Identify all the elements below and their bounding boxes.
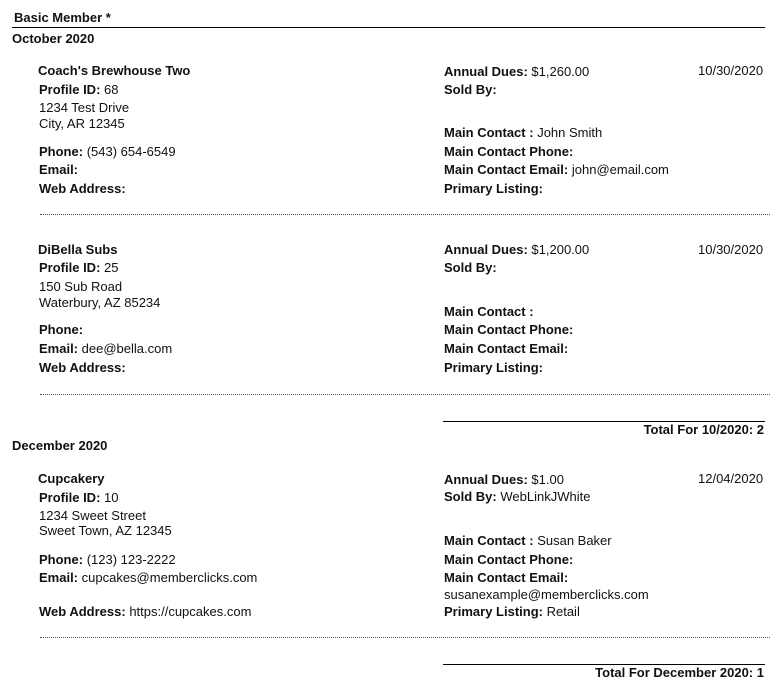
total-value: 2 — [756, 422, 764, 437]
phone-label: Phone: — [39, 322, 84, 337]
report-title: Basic Member * — [14, 10, 111, 25]
email-line — [39, 341, 172, 357]
primary-listing-line — [444, 604, 580, 620]
main-contact-phone-label: Main Contact Phone: — [444, 552, 574, 567]
main-contact-line — [444, 304, 534, 320]
annual-dues-line — [444, 242, 589, 258]
member-name: Cupcakery — [38, 471, 105, 486]
main-contact-phone-label: Main Contact Phone: — [444, 144, 574, 159]
primary-listing-label: Primary Listing: — [444, 181, 543, 196]
main-contact-email-value: john@email.com — [571, 162, 669, 177]
email-label: Email: — [39, 570, 79, 585]
email-line — [39, 162, 78, 178]
sold-by-label: Sold By: — [444, 489, 497, 504]
member-name: Coach's Brewhouse Two — [38, 63, 191, 78]
main-contact-value: John Smith — [537, 125, 603, 140]
phone-line — [39, 322, 83, 338]
main-contact-email-label: Main Contact Email: — [444, 341, 569, 356]
total-label: Total For December 2020: — [595, 665, 754, 680]
email-label: Email: — [39, 341, 79, 356]
main-contact-email-label: Main Contact Email: — [444, 570, 569, 585]
profile-id-line — [39, 490, 119, 506]
annual-dues-line — [444, 472, 564, 488]
main-contact-phone-label: Main Contact Phone: — [444, 322, 574, 337]
record-divider — [40, 637, 770, 638]
primary-listing-label: Primary Listing: — [444, 360, 543, 375]
main-contact-phone-line — [444, 552, 573, 568]
annual-dues-label: Annual Dues: — [444, 242, 528, 257]
web-label: Web Address: — [39, 604, 126, 619]
phone-label: Phone: — [39, 144, 84, 159]
member-name: DiBella Subs — [38, 242, 118, 257]
profile-id-label: Profile ID: — [39, 490, 101, 505]
section-total-december — [595, 665, 764, 681]
profile-id-value: 10 — [104, 490, 119, 505]
sold-by-label: Sold By: — [444, 260, 497, 275]
email-line — [39, 570, 257, 586]
sold-by-line — [444, 489, 590, 505]
address-line-1: 150 Sub Road — [39, 279, 123, 294]
record-divider — [40, 394, 770, 395]
phone-value: (543) 654-6549 — [86, 144, 176, 159]
main-contact-email-line — [444, 341, 568, 357]
profile-id-label: Profile ID: — [39, 82, 101, 97]
main-contact-email-line — [444, 162, 669, 178]
section-total-october — [644, 422, 764, 438]
address-line-2: Waterbury, AZ 85234 — [39, 295, 161, 310]
main-contact-email-label: Main Contact Email: — [444, 162, 569, 177]
join-date: 10/30/2020 — [698, 242, 764, 257]
total-value: 1 — [756, 665, 764, 680]
main-contact-line — [444, 125, 602, 141]
annual-dues-label: Annual Dues: — [444, 64, 528, 79]
profile-id-line — [39, 82, 119, 98]
header-rule — [12, 27, 765, 28]
primary-listing-line — [444, 181, 543, 197]
web-label: Web Address: — [39, 181, 126, 196]
month-heading-october: October 2020 — [12, 31, 95, 46]
main-contact-label: Main Contact : — [444, 533, 534, 548]
total-label: Total For 10/2020: — [643, 422, 754, 437]
address-line-1: 1234 Test Drive — [39, 100, 130, 115]
phone-line — [39, 552, 176, 568]
profile-id-value: 25 — [104, 260, 119, 275]
primary-listing-value: Retail — [546, 604, 580, 619]
annual-dues-value: $1,200.00 — [531, 242, 590, 257]
main-contact-label: Main Contact : — [444, 125, 534, 140]
email-value: cupcakes@memberclicks.com — [81, 570, 258, 585]
join-date: 10/30/2020 — [698, 63, 764, 78]
address-line-2: Sweet Town, AZ 12345 — [39, 523, 172, 538]
email-value: dee@bella.com — [81, 341, 173, 356]
address-line-2: City, AR 12345 — [39, 116, 125, 131]
web-line — [39, 604, 251, 620]
sold-by-label: Sold By: — [444, 82, 497, 97]
web-label: Web Address: — [39, 360, 126, 375]
primary-listing-label: Primary Listing: — [444, 604, 543, 619]
main-contact-phone-line — [444, 322, 573, 338]
sold-by-value: WebLinkJWhite — [500, 489, 591, 504]
month-heading-december: December 2020 — [12, 438, 108, 453]
annual-dues-value: $1.00 — [531, 472, 564, 487]
sold-by-line — [444, 82, 497, 98]
main-contact-phone-line — [444, 144, 573, 160]
record-divider — [40, 214, 770, 215]
web-line — [39, 181, 126, 197]
annual-dues-value: $1,260.00 — [531, 64, 590, 79]
main-contact-email-value: susanexample@memberclicks.com — [444, 587, 649, 602]
main-contact-value: Susan Baker — [537, 533, 612, 548]
phone-line — [39, 144, 176, 160]
annual-dues-label: Annual Dues: — [444, 472, 528, 487]
phone-value: (123) 123-2222 — [86, 552, 176, 567]
annual-dues-line — [444, 64, 589, 80]
address-line-1: 1234 Sweet Street — [39, 508, 146, 523]
profile-id-label: Profile ID: — [39, 260, 101, 275]
profile-id-value: 68 — [104, 82, 119, 97]
web-line — [39, 360, 126, 376]
profile-id-line — [39, 260, 119, 276]
main-contact-line — [444, 533, 612, 549]
main-contact-label: Main Contact : — [444, 304, 534, 319]
web-value: https://cupcakes.com — [129, 604, 252, 619]
email-label: Email: — [39, 162, 79, 177]
phone-label: Phone: — [39, 552, 84, 567]
sold-by-line — [444, 260, 497, 276]
primary-listing-line — [444, 360, 543, 376]
join-date: 12/04/2020 — [698, 471, 764, 486]
